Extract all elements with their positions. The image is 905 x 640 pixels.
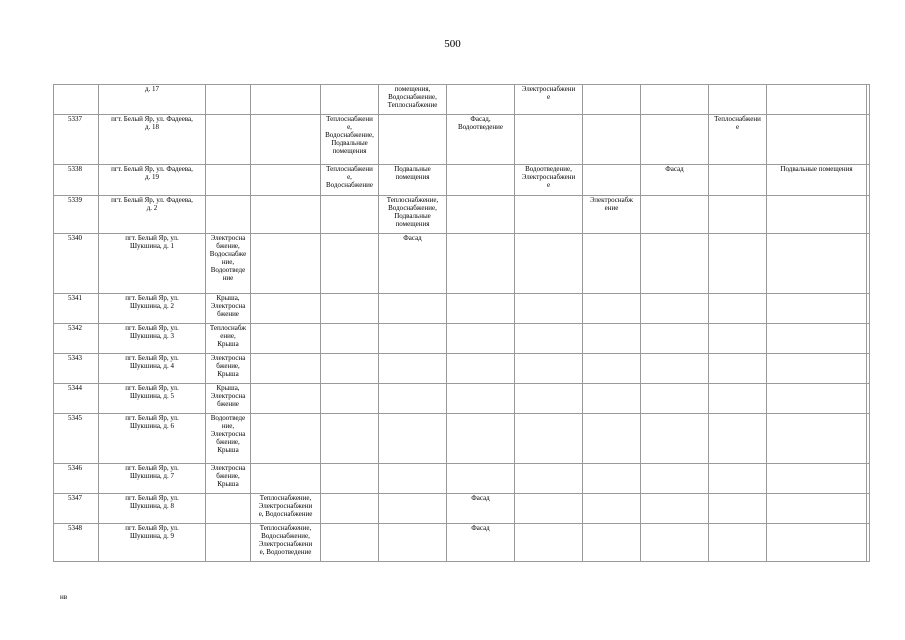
work-type-cell: Электросна бжение, Крыша: [206, 354, 251, 384]
work-type-cell: [379, 294, 447, 324]
work-type-cell: Теплоснабжени е, Водоснабжение, Подвальные помещения: [321, 115, 379, 165]
work-type-cell: [251, 85, 321, 115]
table-row: [54, 115, 870, 165]
work-type-cell: [709, 165, 767, 196]
work-type-cell: [321, 384, 379, 414]
address-cell: пгт. Белый Яр, ул. Шукшина, д. 3: [99, 324, 206, 354]
row-number-cell: 5348: [54, 524, 99, 562]
address-cell: пгт. Белый Яр, ул. Шукшина, д. 4: [99, 354, 206, 384]
work-type-cell: [251, 115, 321, 165]
work-type-cell: [583, 115, 641, 165]
row-number-cell: 5337: [54, 115, 99, 165]
work-type-cell: [251, 384, 321, 414]
work-type-cell: [321, 464, 379, 494]
work-type-cell: Теплоснабжение, Электроснабжени е, Водоснабжение: [251, 494, 321, 524]
work-type-cell: [867, 384, 870, 414]
work-type-cell: [515, 494, 583, 524]
work-type-cell: [515, 414, 583, 464]
work-type-cell: [583, 234, 641, 294]
work-type-cell: [641, 294, 709, 324]
work-type-cell: [447, 414, 515, 464]
work-type-cell: Водоотведение, Электроснабжени е: [515, 165, 583, 196]
work-type-cell: Теплоснабжени е: [709, 115, 767, 165]
work-type-cell: Электросна бжение, Водоснабже ние, Водоотведе ние: [206, 234, 251, 294]
work-type-cell: [867, 494, 870, 524]
table-row: [54, 294, 870, 324]
work-type-cell: [251, 294, 321, 324]
work-type-cell: [251, 234, 321, 294]
work-type-cell: [447, 234, 515, 294]
work-type-cell: [641, 494, 709, 524]
work-type-cell: [447, 354, 515, 384]
work-type-cell: Фасад: [447, 494, 515, 524]
address-cell: пгт. Белый Яр, ул. Шукшина, д. 2: [99, 294, 206, 324]
row-number-cell: 5339: [54, 196, 99, 234]
work-type-cell: [321, 414, 379, 464]
table-row: [54, 354, 870, 384]
table-row: [54, 464, 870, 494]
work-type-cell: [515, 115, 583, 165]
address-cell: пгт. Белый Яр, ул. Шукшина, д. 7: [99, 464, 206, 494]
row-number-cell: 5341: [54, 294, 99, 324]
work-type-cell: [447, 196, 515, 234]
work-type-cell: [583, 524, 641, 562]
work-type-cell: [709, 294, 767, 324]
work-type-cell: [515, 524, 583, 562]
work-type-cell: [709, 524, 767, 562]
work-type-cell: Подвальные помещения: [767, 165, 867, 196]
table-row: [54, 324, 870, 354]
work-type-cell: Фасад: [379, 234, 447, 294]
work-type-cell: [515, 196, 583, 234]
work-type-cell: помещения, Водоснабжение, Теплоснабжение: [379, 85, 447, 115]
work-type-cell: [321, 196, 379, 234]
work-type-cell: Электроснабжени е: [515, 85, 583, 115]
work-type-cell: [447, 294, 515, 324]
work-type-cell: [641, 115, 709, 165]
work-type-cell: [767, 524, 867, 562]
work-type-cell: [767, 494, 867, 524]
work-type-cell: [251, 414, 321, 464]
work-type-cell: [379, 354, 447, 384]
row-number-cell: 5343: [54, 354, 99, 384]
work-type-cell: [709, 85, 767, 115]
address-cell: пгт. Белый Яр, ул. Фадеева, д. 2: [99, 196, 206, 234]
work-type-cell: [867, 414, 870, 464]
work-type-cell: Теплоснабж ение, Крыша: [206, 324, 251, 354]
work-type-cell: [447, 464, 515, 494]
address-cell: пгт. Белый Яр, ул. Фадеева, д. 18: [99, 115, 206, 165]
work-type-cell: [767, 294, 867, 324]
work-type-cell: Крыша, Электросна бжение: [206, 294, 251, 324]
work-type-cell: [641, 324, 709, 354]
work-type-cell: [641, 354, 709, 384]
address-cell: пгт. Белый Яр, ул. Шукшина, д. 5: [99, 384, 206, 414]
work-type-cell: [206, 196, 251, 234]
data-table: [53, 84, 870, 562]
work-type-cell: [767, 85, 867, 115]
work-type-cell: [321, 524, 379, 562]
work-type-cell: [515, 294, 583, 324]
table-row: [54, 234, 870, 294]
page-number: 500: [444, 38, 461, 50]
work-type-cell: [321, 494, 379, 524]
work-type-cell: [583, 494, 641, 524]
table-row: [54, 165, 870, 196]
work-type-cell: Подвальные помещения: [379, 165, 447, 196]
work-type-cell: [515, 384, 583, 414]
work-type-cell: [709, 384, 767, 414]
work-type-cell: [379, 464, 447, 494]
address-cell: пгт. Белый Яр, ул. Шукшина, д. 1: [99, 234, 206, 294]
address-cell: д. 17: [99, 85, 206, 115]
work-type-cell: [709, 354, 767, 384]
table-row: [54, 384, 870, 414]
work-type-cell: [583, 294, 641, 324]
work-type-cell: [867, 524, 870, 562]
work-type-cell: [641, 414, 709, 464]
work-type-cell: [767, 196, 867, 234]
work-type-cell: [641, 464, 709, 494]
work-type-cell: [641, 196, 709, 234]
work-type-cell: Электросна бжение, Крыша: [206, 464, 251, 494]
work-type-cell: [251, 324, 321, 354]
work-type-cell: [206, 524, 251, 562]
row-number-cell: 5345: [54, 414, 99, 464]
work-type-cell: [867, 85, 870, 115]
work-type-cell: [867, 165, 870, 196]
work-type-cell: [206, 165, 251, 196]
work-type-cell: [379, 384, 447, 414]
work-type-cell: [867, 464, 870, 494]
work-type-cell: [767, 354, 867, 384]
row-number-cell: [54, 85, 99, 115]
work-type-cell: [641, 384, 709, 414]
row-number-cell: 5340: [54, 234, 99, 294]
work-type-cell: [709, 324, 767, 354]
work-type-cell: Теплоснабжение, Водоснабжение, Электроснабжени е, Водоотведение: [251, 524, 321, 562]
address-cell: пгт. Белый Яр, ул. Шукшина, д. 8: [99, 494, 206, 524]
row-number-cell: 5346: [54, 464, 99, 494]
work-type-cell: [251, 354, 321, 384]
work-type-cell: [379, 524, 447, 562]
work-type-cell: [709, 196, 767, 234]
address-cell: пгт. Белый Яр, ул. Шукшина, д. 6: [99, 414, 206, 464]
work-type-cell: [447, 384, 515, 414]
work-type-cell: [379, 324, 447, 354]
table-row: [54, 494, 870, 524]
row-number-cell: 5338: [54, 165, 99, 196]
work-type-cell: [767, 414, 867, 464]
work-type-cell: [321, 234, 379, 294]
row-number-cell: 5344: [54, 384, 99, 414]
work-type-cell: [251, 464, 321, 494]
work-type-cell: [251, 196, 321, 234]
work-type-cell: [709, 414, 767, 464]
work-type-cell: [583, 384, 641, 414]
address-cell: пгт. Белый Яр, ул. Шукшина, д. 9: [99, 524, 206, 562]
work-type-cell: [583, 464, 641, 494]
address-cell: пгт. Белый Яр, ул. Фадеева, д. 19: [99, 165, 206, 196]
table-row: [54, 414, 870, 464]
work-type-cell: [206, 115, 251, 165]
work-type-cell: [321, 85, 379, 115]
work-type-cell: Фасад, Водоотведение: [447, 115, 515, 165]
work-type-cell: [379, 115, 447, 165]
work-type-cell: [583, 414, 641, 464]
work-type-cell: Крыша, Электросна бжение: [206, 384, 251, 414]
table-row: [54, 85, 870, 115]
work-type-cell: [709, 234, 767, 294]
work-type-cell: [251, 165, 321, 196]
work-type-cell: [447, 324, 515, 354]
work-type-cell: Фасад: [641, 165, 709, 196]
work-type-cell: [447, 165, 515, 196]
work-type-cell: [321, 354, 379, 384]
work-type-cell: [321, 294, 379, 324]
work-type-cell: [206, 494, 251, 524]
work-type-cell: [641, 234, 709, 294]
work-type-cell: [767, 115, 867, 165]
work-type-cell: [379, 414, 447, 464]
work-type-cell: [641, 85, 709, 115]
table-row: [54, 196, 870, 234]
work-type-cell: Фасад: [447, 524, 515, 562]
row-number-cell: 5342: [54, 324, 99, 354]
work-type-cell: [767, 464, 867, 494]
work-type-cell: [867, 294, 870, 324]
work-type-cell: [515, 234, 583, 294]
row-number-cell: 5347: [54, 494, 99, 524]
work-type-cell: Теплоснабжени е, Водоснабжение: [321, 165, 379, 196]
work-type-cell: Водоотведе ние, Электросна бжение, Крыша: [206, 414, 251, 464]
work-type-cell: [709, 494, 767, 524]
work-type-cell: [515, 354, 583, 384]
work-type-cell: [206, 85, 251, 115]
work-type-cell: [583, 85, 641, 115]
footer-note: нв: [60, 593, 68, 601]
work-type-cell: [867, 115, 870, 165]
work-type-cell: [583, 354, 641, 384]
table-row: [54, 524, 870, 562]
work-type-cell: [583, 165, 641, 196]
work-type-cell: [447, 85, 515, 115]
work-type-cell: [515, 464, 583, 494]
work-type-cell: Электроснабж ение: [583, 196, 641, 234]
work-type-cell: [709, 464, 767, 494]
work-type-cell: [767, 324, 867, 354]
work-type-cell: [321, 324, 379, 354]
work-type-cell: [583, 324, 641, 354]
work-type-cell: [379, 494, 447, 524]
work-type-cell: [867, 354, 870, 384]
work-type-cell: [767, 234, 867, 294]
work-type-cell: Теплоснабжение, Водоснабжение, Подвальные помещения: [379, 196, 447, 234]
work-type-cell: [867, 324, 870, 354]
work-type-cell: [767, 384, 867, 414]
work-type-cell: [515, 324, 583, 354]
work-type-cell: [867, 234, 870, 294]
work-type-cell: [641, 524, 709, 562]
work-type-cell: [867, 196, 870, 234]
